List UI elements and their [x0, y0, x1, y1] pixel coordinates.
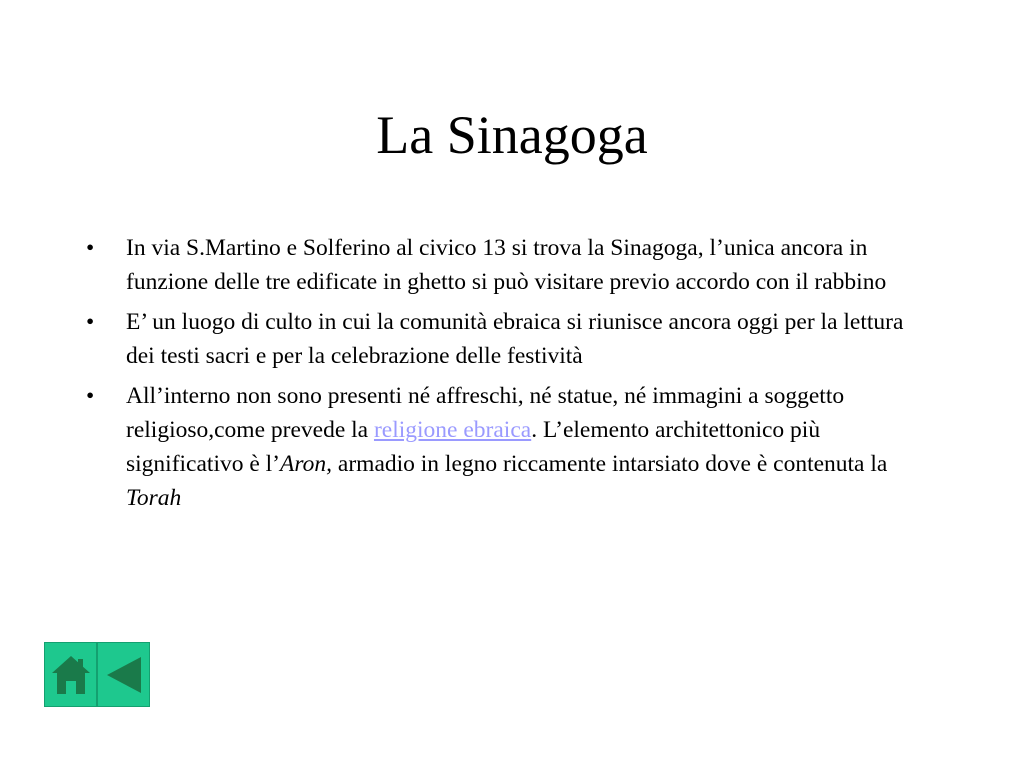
torah-italic: Torah: [126, 485, 182, 511]
bullet-item: [86, 231, 936, 299]
religione-ebraica-link[interactable]: religione ebraica: [373, 417, 532, 443]
bullet-list: [86, 231, 936, 521]
slide-title: La Sinagoga: [376, 105, 648, 165]
bullet-item: [86, 379, 936, 515]
bullet-text-part: . L’elemento architettonico più significativo è l’: [126, 417, 821, 477]
back-button[interactable]: [97, 642, 150, 707]
navigation-buttons: [44, 642, 150, 707]
bullet-marker: •: [86, 235, 95, 261]
bullet-marker: •: [86, 309, 95, 335]
bullet-text-part: All’interno non sono presenti né affreschi, né statue, né immagini a soggetto religioso,come prevede la: [126, 383, 845, 443]
bullet-text-part: armadio in legno riccamente intarsiato dove è contenuta la: [332, 451, 888, 477]
bullet-text: E’ un luogo di culto in cui la comunità ebraica si riunisce ancora oggi per la lettura dei testi sacri e per la celebrazione delle festività: [126, 309, 904, 369]
home-icon: [51, 653, 91, 697]
bullet-text: In via S.Martino e Solferino al civico 13 si trova la Sinagoga, l’unica ancora in funzione delle tre edificate in ghetto si può visitare previo accordo con il rabbino: [126, 235, 887, 295]
bullet-marker: •: [86, 383, 95, 409]
bullet-item: [86, 305, 936, 373]
aron-italic: Aron,: [280, 451, 333, 477]
home-button[interactable]: [44, 642, 97, 707]
back-arrow-icon: [104, 653, 144, 697]
